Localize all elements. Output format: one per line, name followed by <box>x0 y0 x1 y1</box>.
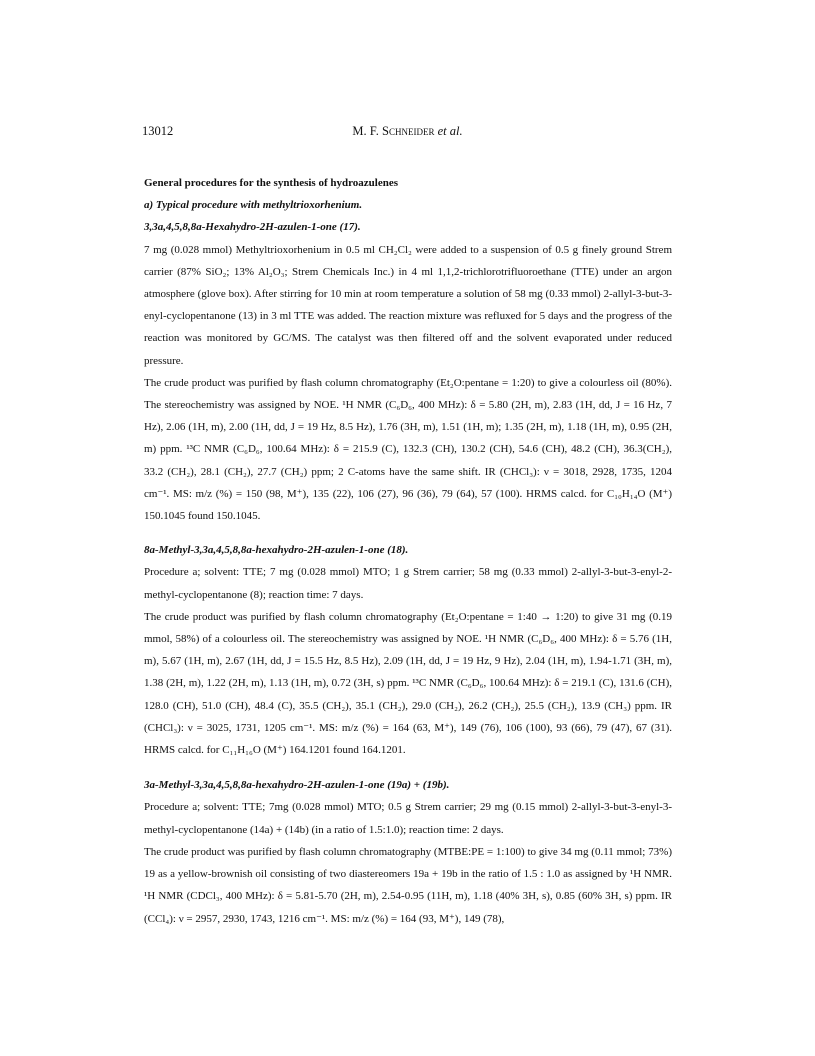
compound-19-purification: The crude product was purified by flash column chromatography (MTBE:PE = 1:100) to give 34 mg (0.11 mmol; 73%) 19 as a yellow-brownish oil consisting of two diastereomers 19a + 19b in the ratio of 1.5 : 1.0 as assigned by ¹H NMR. ¹H NMR (CDCl₃, 400 MHz): δ = 5.81-5.70 (2H, m), 2.54-0.95 (11H, m), 1.18 (40% 3H, s), 0.85 (60% 3H, s) ppm. IR (CCl₄): ν = 2957, 2930, 1743, 1216 cm⁻¹. MS: m/z (%) = 164 (93, M⁺), 149 (78), <box>144 845 672 925</box>
running-head-authors <box>0 124 815 139</box>
section-heading: General procedures for the synthesis of hydroazulenes <box>144 177 399 189</box>
authors-prefix: M. F. <box>352 124 382 138</box>
authors-suffix: et al. <box>434 124 463 138</box>
compound-18-procedure: Procedure a; solvent: TTE; 7 mg (0.028 mmol) MTO; 1 g Strem carrier; 58 mg (0.33 mmol) 2-allyl-3-but-3-enyl-2-methyl-cyclopentanone (8); reaction time: 7 days. <box>144 566 672 601</box>
compound-18-title: 8a-Methyl-3,3a,4,5,8,8a-hexahydro-2H-azulen-1-one (18). <box>144 544 409 557</box>
compound-19-title: 3a-Methyl-3,3a,4,5,8,8a-hexahydro-2H-azulen-1-one (19a) + (19b). <box>144 779 450 792</box>
page-number: 13012 <box>142 124 174 138</box>
compound-17-purification: The crude product was purified by flash column chromatography (Et₂O:pentane = 1:20) to give a colourless oil (80%). The stereochemistry was assigned by NOE. ¹H NMR (C₆D₆, 400 MHz): δ = 5.80 (2H, m), 2.83 (1H, dd, J = 16 Hz, 7 Hz), 2.06 (1H, m), 2.00 (1H, dd, J = 19 Hz, 8.5 Hz), 1.76 (3H, m), 1.51 (1H, m); 1.35 (2H, m), 1.18 (1H, m), 0.95 (2H, m) ppm. ¹³C NMR (C₆D₆, 100.64 MHz): δ = 215.9 (C), 132.3 (CH), 130.2 (CH), 54.6 (CH), 48.2 (CH), 36.3(CH₂), 33.2 (CH₂), 28.1 (CH₂), 27.7 (CH₂) ppm; 2 C-atoms have the same shift. IR (CHCl₃): ν = 3018, 2928, 1735, 1204 cm⁻¹. MS: m/z (%) = 150 (98, M⁺), 135 (22), 106 (27), 96 (36), 79 (64), 57 (100). HRMS calcd. for C₁₀H₁₄O (M⁺) 150.1045 found 150.1045. <box>144 376 672 523</box>
section-subheading: a) Typical procedure with methyltrioxorhenium. <box>144 199 363 212</box>
compound-18-purification: The crude product was purified by flash column chromatography (Et₂O:pentane = 1:40 → 1:20) to give 31 mg (0.19 mmol, 58%) of a colourless oil. The stereochemistry was assigned by NOE. ¹H NMR (C₆D₆, 400 MHz): δ = 5.76 (1H, m), 5.67 (1H, m), 2.67 (1H, dd, J = 15.5 Hz, 8.5 Hz), 2.09 (1H, dd, J = 19 Hz, 9 Hz), 2.04 (1H, m), 1.94-1.71 (3H, m), 1.38 (2H, m), 1.22 (2H, m), 1.13 (1H, m), 0.72 (3H, s) ppm. ¹³C NMR (C₆D₆, 100.64 MHz): δ = 219.1 (C), 131.6 (CH), 128.0 (CH), 51.0 (CH), 48.4 (C), 35.5 (CH₂), 35.1 (CH₂), 29.0 (CH₂), 26.2 (CH₂), 25.5 (CH₂), 13.9 (CH₃) ppm. IR (CHCl₃): ν = 3025, 1731, 1205 cm⁻¹. MS: m/z (%) = 164 (63, M⁺), 149 (76), 106 (100), 93 (66), 79 (47), 67 (31). HRMS calcd. for C₁₁H₁₆O (M⁺) 164.1201 found 164.1201. <box>144 610 672 757</box>
authors-surname: Schneider <box>382 124 435 138</box>
article-body <box>144 172 672 930</box>
compound-17-procedure: 7 mg (0.028 mmol) Methyltrioxorhenium in 0.5 ml CH₂Cl₂ were added to a suspension of 0.5 g finely ground Strem carrier (87% SiO₂; 13% Al₂O₃; Strem Chemicals Inc.) in 4 ml 1,1,2-trichlorotrifluoroethane (TTE) under an argon atmosphere (glove box). After stirring for 10 min at room temperature a solution of 58 mg (0.33 mmol) 2-allyl-3-but-3-enyl-cyclopentanone (13) in 3 ml TTE was added. The reaction mixture was refluxed for 5 days and the progress of the reaction was monitored by GC/MS. The catalyst was then filtered off and the solvent evaporated under reduced pressure. <box>144 243 672 367</box>
compound-17-title: 3,3a,4,5,8,8a-Hexahydro-2H-azulen-1-one (17). <box>144 221 361 234</box>
running-header <box>0 124 815 144</box>
compound-19-procedure: Procedure a; solvent: TTE; 7mg (0.028 mmol) MTO; 0.5 g Strem carrier; 29 mg (0.15 mmol) 2-allyl-3-but-3-enyl-3-methyl-cyclopentanone (14a) + (14b) (in a ratio of 1.5:1.0); reaction time: 2 days. <box>144 801 672 836</box>
